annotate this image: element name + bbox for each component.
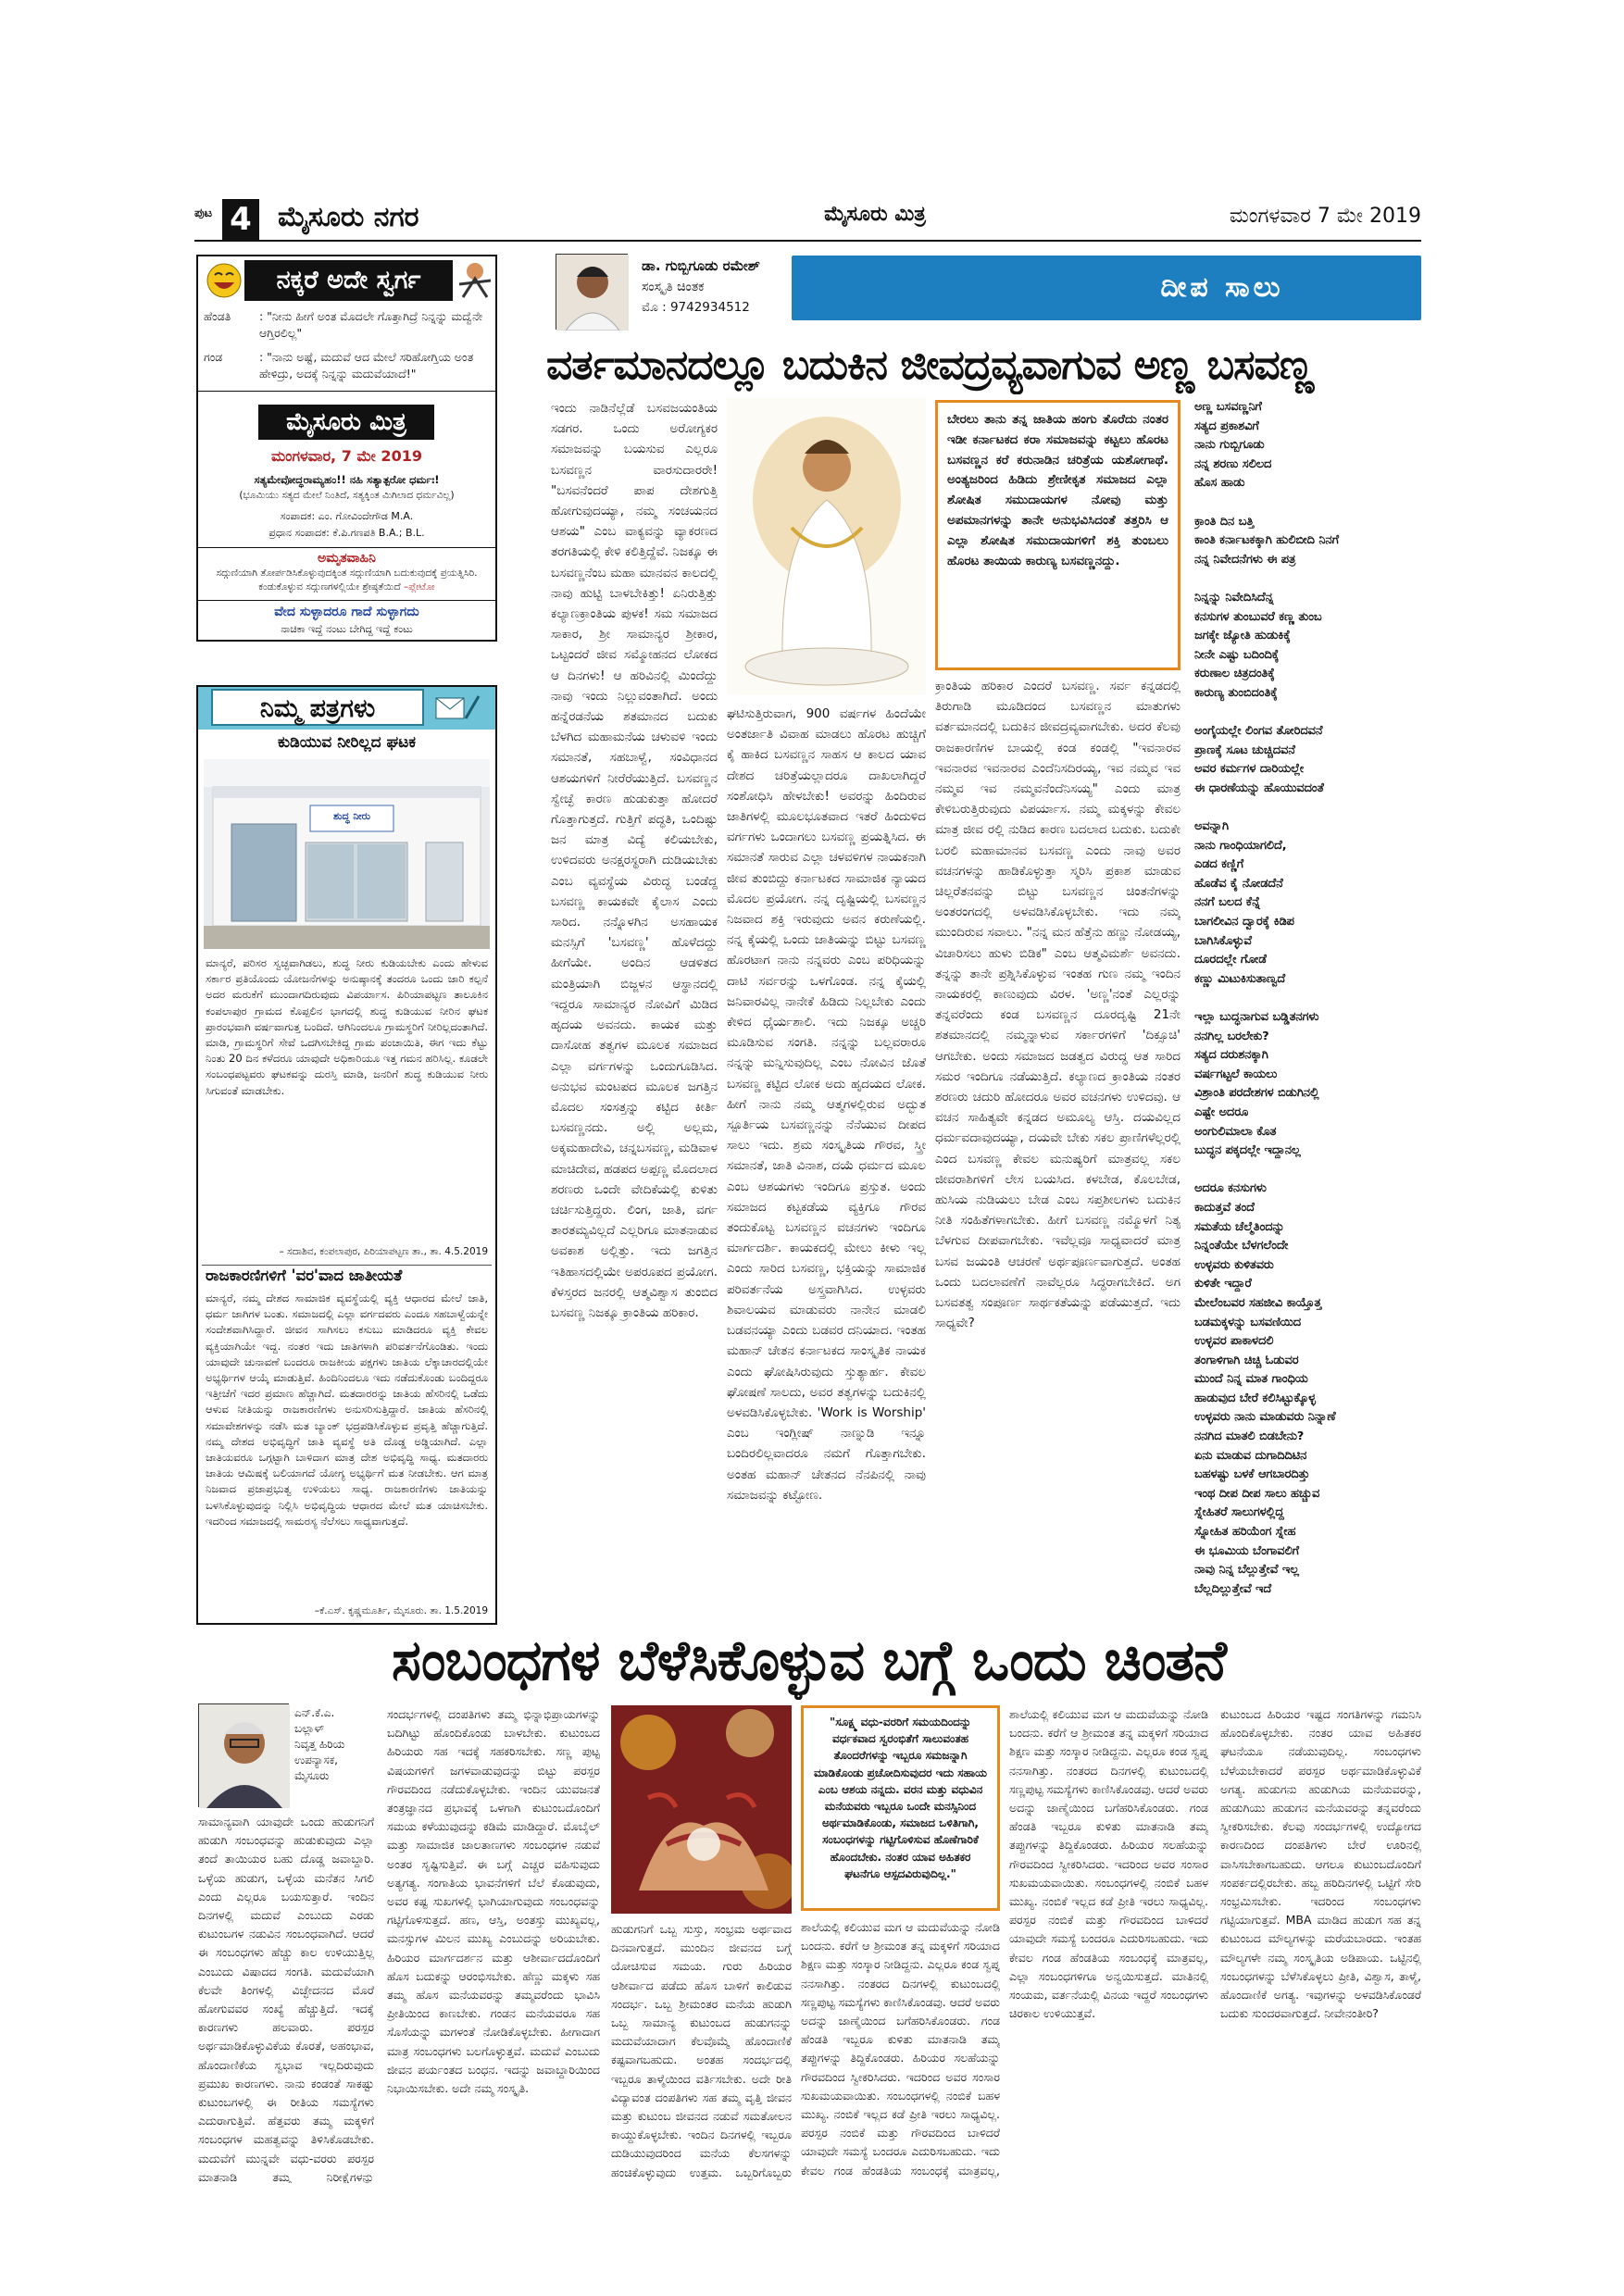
letter-divider [202,1265,492,1266]
bottom-author-line-4: ಉಪನ್ಯಾಸಕ, [294,1753,338,1766]
masthead-publisher: ಪ್ರಧಾನ ಸಂಪಾದಕ: ಕೆ.ಪಿ.ಗಣಪತಿ B.A.; B.L. [269,527,425,539]
deepa-header [542,250,1421,335]
column-name: ದೀಪ ಸಾಲು [1160,271,1284,304]
bottom-headline: ಸಂಬಂಧಗಳ ಬೆಳೆಸಿಕೊಳ್ಳುವ ಬಗ್ಗೆ ಒಂದು ಚಿಂತನೆ [392,1628,1226,1693]
nakkare-title: ನಕ್ಕರೆ ಅದೇ ಸ್ವರ್ಗ [244,260,453,301]
author-phone: ಮೊ : 9742934512 [642,300,750,315]
laugh-icon [206,262,243,299]
letter1-body: ಮಾನ್ಯರೆ, ಪರಿಸರ ಸ್ವಚ್ಛವಾಗಿಡಲು, ಶುದ್ಧ ನೀರು ಕುಡಿಯಬೇಕು ಎಂದು ಹೇಳುವ ಸರ್ಕಾರ ಪ್ರತಿಯೊಂದು ಯೋಜನೆಗಳನ್ನು ಅನುಷ್ಠಾನಕ್ಕೆ ತಂದರೂ ಒಂದು ಜಾರಿ ಕಲ್ಪನೆ ಅದರ ಮರುಕೆಗೆ ಮುಂದಾಗದಿರುವುದು ವಿಪರ್ಯಾಸ. ಪಿರಿಯಾಪಟ್ಟಣ ತಾಲೂಕಿನ ಕಂಪಲಾಪುರ ಗ್ರಾಮದ ಕೊಪ್ಪಲಿನ ಭಾಗದಲ್ಲಿ ಶುದ್ಧ ಕುಡಿಯುವ ನೀರಿನ ಘಟಕ ಪ್ರಾರಂಭವಾಗಿ ವರ್ಷವಾಗುತ್ತ ಬಂದಿದೆ. ಆಗಿನಿಂದಲೂ ಗ್ರಾಮಸ್ಥರಿಗೆ ನೀರಿಲ್ಲದಂತಾಗಿದೆ. ಮಾಡಿ, ಗ್ರಾಮಸ್ಥರಿಗೆ ಸೇವೆ ಒದಗಿಸಬೇಕಿದ್ದ ಗ್ರಾಮ ಪಂಚಾಯಿತಿ, ಈಗ ಇದು ಕೆಟ್ಟು ನಿಂತು 20 ದಿನ ಕಳೆದರೂ ಯಾವುದೇ ಅಧಿಕಾರಿಯೂ ಇತ್ತ ಗಮನ ಹರಿಸಿಲ್ಲ. ಕೂಡಲೇ ಸಂಬಂಧಪಟ್ಟವರು ಘಟಕವನ್ನು ದುರಸ್ತಿ ಮಾಡಿ, ಜನರಿಗೆ ಶುದ್ಧ ಕುಡಿಯುವ ನೀರು ಸಿಗುವಂತೆ ಮಾಡಬೇಕು. [206,956,488,1097]
speaker: ಗಂಡ [204,350,223,364]
water-kiosk-photo [204,759,490,949]
amruta-attribution: –ಪ್ಲೇಟೋ [404,581,435,593]
deepa-col2: ಘಟಿಸುತ್ತಿರುವಾಗ, 900 ವರ್ಷಗಳ ಹಿಂದೆಯೇ ಅಂತರ್ಜಾತಿ ವಿವಾಹ ಮಾಡಲು ಹೊರಟ ಹುಚ್ಚಿಗೆ ಕೈ ಹಾಕಿದ ಬಸವಣ್ಣನ ಸಾಹಸ ಆ ಕಾಲದ ಯಾವ ದೇಶದ ಚರಿತ್ರೆಯಲ್ಲಾದರೂ ದಾಖಲಾಗಿದ್ದರೆ ಸಂಶೋಧಿಸಿ ಹೇಳಬೇಕು! ಅವರನ್ನು ಹಿಂದಿರುವ ಜಾತಿಗಳಲ್ಲಿ ಮೂಲಭೂತವಾದ ಇತರೆ ಹಿಂದುಳಿದ ವರ್ಗಗಳು ಒಂದಾಗಲು ಬಸವಣ್ಣ ಪ್ರಯತ್ನಿಸಿದ. ಈ ಸಮಾನತೆ ಸಾರುವ ಎಲ್ಲಾ ಚಳವಳಿಗಳ ನಾಯಕನಾಗಿ ಜೀವ ತುಂಬಿದ್ದು ಕರ್ನಾಟಕದ ಸಾಮಾಜಿಕ ನ್ಯಾಯದ ಮೊದಲ ಪ್ರಯೋಗ. ನನ್ನ ದೃಷ್ಟಿಯಲ್ಲಿ ಬಸವಣ್ಣನ ನಿಜವಾದ ಶಕ್ತಿ ಇರುವುದು ಅವನ ಕರುಣೆಯಲ್ಲಿ. ನನ್ನ ಕೈಯಲ್ಲಿ ಒಂದು ಜಾತಿಯನ್ನು ಬಿಟ್ಟು ಬಸವಣ್ಣ ಹೊರಟಾಗ ನಾನು ನನ್ನವರು ಎಂಬ ಪರಿಧಿಯನ್ನು ದಾಟಿ ಸರ್ವರನ್ನು ಒಳಗೊಂಡ. ನನ್ನ ಕೈಯಲ್ಲಿ ಜನಿವಾರವಿಲ್ಲ ನಾನೇಕೆ ಹಿಡಿದು ನಿಲ್ಲಬೇಕು ಎಂದು ಕೇಳಿದ ಧೈರ್ಯಶಾಲಿ. ಇದು ನಿಜಕ್ಕೂ ಅಚ್ಚರಿ ಮೂಡಿಸುವ ಸಂಗತಿ. ನನ್ನನ್ನು ಬಲ್ಲವರಾರೂ ನನ್ನನ್ನು ಮನ್ನಿಸುವುದಿಲ್ಲ ಎಂಬ ನೋವಿನ ಜೊತೆ ಬಸವಣ್ಣ ಕಟ್ಟಿದ ಲೋಕ ಅದು ಹೃದಯದ ಲೋಕ. ಹೀಗೆ ನಾನು ನಮ್ಮ ಆತ್ಮಗಳಲ್ಲಿರುವ ಅದ್ಭುತ ಸ್ಪೂರ್ತಿಯ ಬಸವಣ್ಣನನ್ನು ನೆನೆಯುವ ದೀಪದ ಸಾಲು ಇದು. ಶ್ರಮ ಸಂಸ್ಕೃತಿಯ ಗೌರವ, ಸ್ತ್ರೀ ಸಮಾನತೆ, ಜಾತಿ ವಿನಾಶ, ದಯೆ ಧರ್ಮದ ಮೂಲ ಎಂಬ ಆಶಯಗಳು ಇಂದಿಗೂ ಪ್ರಸ್ತುತ. ಅಂದು ಸಮಾಜದ ಕಟ್ಟಕಡೆಯ ವ್ಯಕ್ತಿಗೂ ಗೌರವ ತಂದುಕೊಟ್ಟ ಬಸವಣ್ಣನ ವಚನಗಳು ಇಂದಿಗೂ ಮಾರ್ಗದರ್ಶಿ. ಕಾಯಕದಲ್ಲಿ ಮೇಲು ಕೀಳು ಇಲ್ಲ ಎಂದು ಸಾರಿದ ಬಸವಣ್ಣ, ಭಕ್ತಿಯನ್ನು ಸಾಮಾಜಿಕ ಪರಿವರ್ತನೆಯ ಅಸ್ತ್ರವಾಗಿಸಿದ. ಉಳ್ಳವರು ಶಿವಾಲಯವ ಮಾಡುವರು ನಾನೇನ ಮಾಡಲಿ ಬಡವನಯ್ಯಾ ಎಂದು ಬಡವರ ದನಿಯಾದ. ಇಂತಹ ಮಹಾನ್ ಚೇತನ ಕರ್ನಾಟಕದ ಸಾಂಸ್ಕೃತಿಕ ನಾಯಕ ಎಂದು ಘೋಷಿಸಿರುವುದು ಸ್ತುತ್ಯಾರ್ಹ. ಕೇವಲ ಘೋಷಣೆ ಸಾಲದು, ಅವರ ತತ್ವಗಳನ್ನು ಬದುಕಿನಲ್ಲಿ ಅಳವಡಿಸಿಕೊಳ್ಳಬೇಕು. 'Work is Worship' ಎಂಬ ಇಂಗ್ಲೀಷ್ ನಾಣ್ನುಡಿ ಇನ್ನೂ ಬಂದಿರಲಿಲ್ಲವಾದರೂ ನಮಗೆ ಗೊತ್ತಾಗಬೇಕು. ಅಂತಹ ಮಹಾನ್ ಚೇತನದ ನೆನಪಿನಲ್ಲಿ ನಾವು ಸಮಾಜವನ್ನು ಕಟ್ಟೋಣ. [727,706,926,1503]
deepa-pullquote: ಬೇರಲು ತಾನು ತನ್ನ ಜಾತಿಯ ಹಂಗು ತೊರೆದು ನಂತರ ಇಡೀ ಕರ್ನಾಟಕದ ಕರಾ ಸಮಾಜವನ್ನು ಕಟ್ಟಲು ಹೊರಟ ಬಸವಣ್ಣನ ಕರೆ ಕರುನಾಡಿನ ಚರಿತ್ರೆಯ ಯಶೋಗಾಥೆ. ಅಂತ್ಯಜರಿಂದ ಹಿಡಿದು ಶ್ರೇಣೀಕೃತ ಸಮಾಜದ ಎಲ್ಲಾ ಶೋಷಿತ ಸಮುದಾಯಗಳ ನೋವು ಮತ್ತು ಅಪಮಾನಗಳನ್ನು ತಾನೇ ಅನುಭವಿಸಿದಂತೆ ತತ್ತರಿಸಿ ಆ ಎಲ್ಲಾ ಶೋಷಿತ ಸಮುದಾಯಗಳಿಗೆ ಶಕ್ತಿ ತುಂಬಲು ಹೊರಟ ತಾಯಿಯ ಕಾರುಣ್ಯ ಬಸವಣ್ಣನದ್ದು. [935,400,1181,670]
joke-line-2: ಗಂಡ : "ನಾನು ಅಷ್ಟೆ, ಮದುವೆ ಆದ ಮೇಲೆ ಸರಿಹೋಗ್ತಿಯ ಅಂತ ಹೇಳಿದ್ರು, ಅದಕ್ಕೆ ನಿನ್ನನ್ನು ಮದುವೆಯಾದೆ!" [204,350,474,381]
amruta-box [198,547,495,601]
bottom-col4: ಶಾಲೆಯಲ್ಲಿ ಕಲಿಯುವ ಮಗ ಆ ಮದುವೆಯನ್ನು ನೋಡಿ ಬಂದನು. ಕರೆಗೆ ಆ ಶ್ರೀಮಂತ ತನ್ನ ಮಕ್ಕಳಿಗೆ ಸರಿಯಾದ ಶಿಕ್ಷಣ ಮತ್ತು ಸಂಸ್ಕಾರ ನೀಡಿದ್ದನು. ಎಲ್ಲರೂ ಕಂಡ ಸ್ವಪ್ನ ನನಸಾಗಿತ್ತು. ನಂತರದ ದಿನಗಳಲ್ಲಿ ಕುಟುಂಬದಲ್ಲಿ ಸಣ್ಣಪುಟ್ಟ ಸಮಸ್ಯೆಗಳು ಕಾಣಿಸಿಕೊಂಡವು. ಆದರೆ ಅವರು ಅದನ್ನು ಜಾಣ್ಮೆಯಿಂದ ಬಗೆಹರಿಸಿಕೊಂಡರು. ಗಂಡ ಹೆಂಡತಿ ಇಬ್ಬರೂ ಕುಳಿತು ಮಾತನಾಡಿ ತಮ್ಮ ತಪ್ಪುಗಳನ್ನು ತಿದ್ದಿಕೊಂಡರು. ಹಿರಿಯರ ಸಲಹೆಯನ್ನು ಗೌರವದಿಂದ ಸ್ವೀಕರಿಸಿದರು. ಇದರಿಂದ ಅವರ ಸಂಸಾರ ಸುಖಮಯವಾಯಿತು. ಸಂಬಂಧಗಳಲ್ಲಿ ನಂಬಿಕೆ ಬಹಳ ಮುಖ್ಯ. ನಂಬಿಕೆ ಇಲ್ಲದ ಕಡೆ ಪ್ರೀತಿ ಇರಲು ಸಾಧ್ಯವಿಲ್ಲ. ಪರಸ್ಪರ ನಂಬಿಕೆ ಮತ್ತು ಗೌರವದಿಂದ ಬಾಳಿದರೆ ಯಾವುದೇ ಸಮಸ್ಯೆ ಬಂದರೂ ಎದುರಿಸಬಹುದು. ಇದು ಕೇವಲ ಗಂಡ ಹೆಂಡತಿಯ ಸಂಬಂಧಕ್ಕೆ ಮಾತ್ರವಲ್ಲ, [801,1920,1000,2177]
letter2-signature: –ಕೆ.ಎಸ್. ಕೃಷ್ಣಮೂರ್ತಿ, ಮೈಸೂರು. ತಾ. 1.5.2019 [314,1605,488,1616]
nakkare-box [196,255,497,642]
letters-banner [198,687,495,730]
letter2-headline: ರಾಜಕಾರಣಿಗಳಿಗೆ 'ವರ'ವಾದ ಜಾತೀಯತೆ [206,1267,403,1284]
bottom-author-line-5: ಮೈಸೂರು [294,1769,330,1782]
masthead-date: ಮಂಗಳವಾರ, 7 ಮೇ 2019 [271,447,422,465]
deepa-col4-poem: ಅಣ್ಣ ಬಸವಣ್ಣನಿಗೆ ಸತ್ಯದ ಪ್ರಕಾಶವಿಗೆ ನಾನು ಗುಬ್ಬಿಗೂಡು ನನ್ನ ಶರಣು ಸಲಿಲದ ಹೊಸ ಹಾಡು ಕ್ರಾಂತಿ ದಿನ ಬತ್ತಿ ಕಾಂತಿ ಕರ್ನಾಟಕಕ್ಕಾಗಿ ಹುಲಿಬೀದಿ ನಿನಗೆ ನನ್ನ ನಿವೇದನೆಗಳು ಈ ಪತ್ರ ನಿನ್ನನ್ನು ನಿವೇದಿಸಿದೆನ್ನ ಕನಸುಗಳ ತುಂಬುವರೆ ಕಣ್ಣ ತುಂಬ ಜಗಕ್ಕೇ ಜ್ಯೋತಿ ಹುಡುಕಿಕ್ಕೆ ನೀನೇ ಎಷ್ಟು ಬದಿಂದಿಕ್ಕೆ ಕರುಣಾಲ ಚಿತ್ರದಂತಿಕ್ಕೆ ಕಾರುಣ್ಯ ತುಂಬಿದಂತಿಕ್ಕೆ ಅಂಗೈಯಲ್ಲೇ ಲಿಂಗವ ತೋರಿದವನೆ ಪ್ರಾಣಕ್ಕೆ ಸೂಟ ಚುಚ್ಚಿದವನೆ ಅವರ ಕರ್ಮಗಳ ದಾರಿಯಲ್ಲೇ ಈ ಧಾರಣೆಯನ್ನು ಹೊಯುವದಂತೆ ಅವನ್ನಾಗಿ ನಾನು ಗಾಂಧಿಯಾಗಲಿದೆ, ಎಡದ ಕಣ್ಣಿಗೆ ಹೊಡೆವ ಕೈ ನೋಡದೆನೆ ನನಗೆ ಬಲದ ಕೆನ್ನೆ ಬಾಗಲೀವಿನ ದ್ವಾರಕ್ಕೆ ಕಿಡಿಪ ಬಾಗಿಸಿಕೊಳ್ಳುವೆ ದೂರದಲ್ಲೇ ಗೋಡೆ ಕಣ್ಣು ಮಿಟುಕಿಸುತಾಣ್ವದೆ ಇಲ್ಲಾ ಬುದ್ಧನಾಗುವ ಬಡ್ಡಿತನಗಳು ನನಗಿಲ್ಲ ಬರಲೇಕು? ಸತ್ಯದ ದರುಶನಕ್ಕಾಗಿ ವರ್ಷಗಟ್ಟಲೆ ಕಾಯಲು ವಿಶ್ರಾಂತಿ ಪರದೇಶಗಳ ಬಿಡುಗಿನಲ್ಲಿ ಎಷ್ಟೇ ಅದರೂ ಅಂಗುಲಿಮಾಲಾ ಕೊತ ಬುದ್ಧನ ಪಕ್ಕದಲ್ಲೇ ಇದ್ದಾನಲ್ಲ ಅದರೂ ಕನಸುಗಳು ಕಾದುತ್ತವೆ ತಂದೆ ಸಮತೆಯ ಚೆಲ್ಮೆತಿಂದನ್ನು ನಿನ್ನಂತೆಯೇ ಬೆಳಗಲೆಂದೇ ಉಳ್ಳವರು ಕುಳಿತವರು ಕುಳಿತೇ ಇದ್ದಾರೆ ಮೇಲೆಂಬವರ ಸಹಜೀವಿ ಕಾಯ್ತೊತ್ತ ಬಡಮಕ್ಕಳನ್ನು ಬಸವಣಿಯಿದ ಉಳ್ಳವರ ಪಾಕಾಳದಲಿ ತಂಗಾಳಿಗಾಗಿ ಚಿಚ್ಚಿ ಓಡುವರ ಮುಂದೆ ನಿನ್ನ ಮಾತ ಗಾಂಧಿಯ ಹಾಡುವುದ ಬೇರೆ ಕಲಿಸಿಟ್ಟುಕ್ಕೊಳ್ಳ ಉಳ್ಳವರು ನಾನು ಮಾಡುವರು ನಿನ್ನಾಣೆ ನನಗಿದ ಮಾತಲಿ ಬಿಡಬೇನು? ಏನು ಮಾಡುವ ದುಗಾದಿದಿಟಿನ ಬಹಳಷ್ಟು ಬಳಕೆ ಆಗಬಾರದಿತ್ತು ಇಂಥ ದೀಪ ದೀಪ ಸಾಲು ಹಚ್ಚುವ ಸ್ನೇಹಿತರೆ ಸಾಲುಗಳಲ್ಲಿದ್ದ ಸ್ನೋಹಿತ ಹರಿಯೆಂಗ ಸ್ನೇಹ ಈ ಭೂಮಿಯ ಬೆಂಗಾವಲಿಗೆ ನಾವು ನಿನ್ನ ಬೆಲ್ಲುತ್ತೇವೆ ಇಲ್ಲ ಬೆಲ್ಲದಿಲ್ಲುತ್ತೇವೆ ಇದೆ [1194,400,1340,1596]
header-date: ಮಂಗಳವಾರ 7 ಮೇ 2019 [1229,205,1421,228]
page-header [194,199,1421,242]
header-masthead: ಮೈಸೂರು ಮಿತ್ರ [824,203,926,226]
bottom-author-photo [198,1703,289,1807]
joke-line-1: ಹೆಂಡತಿ : "ನೀನು ಹೀಗೆ ಅಂತ ಮೊದಲೇ ಗೊತ್ತಾಗಿದ್ರೆ ನಿನ್ನನ್ನು ಮದ್ವೆನೇ ಆಗ್ತಿರಲಿಲ್ಲ" [204,309,483,340]
letter1-headline: ಕುಡಿಯುವ ನೀರಿಲ್ಲದ ಘಟಕ [278,733,416,752]
bottom-author-line-3: ನಿವೃತ್ತ ಹಿರಿಯ [294,1738,345,1751]
page-number: 4 [222,199,259,240]
author-name: ಡಾ. ಗುಬ್ಬಿಗೂಡು ರಮೇಶ್ [642,257,760,274]
pen-icon [434,693,481,724]
speaker: ಹೆಂಡತಿ [204,309,231,323]
author-photo [556,254,628,330]
masthead-motto: ಸತ್ಯಮೇವೋದ್ಧರಾಮ್ಯಹಂ!! ನಹಿ ಸತ್ಯಾತ್ಪರೋ ಧರ್ಮಃ! [254,473,440,486]
letters-section [196,685,497,1625]
bottom-author-line-1: ಎನ್.ಕೆ.ಎ. [294,1706,335,1719]
bottom-col1: ಸಾಮಾನ್ಯವಾಗಿ ಯಾವುದೇ ಒಂದು ಹುಡುಗನಿಗೆ ಹುಡುಗಿ ಸಂಬಂಧವನ್ನು ಹುಡುಕುವುದು ಎಲ್ಲಾ ತಂದೆ ತಾಯಿಯರ ಬಹು ದೊಡ್ಡ ಜವಾಬ್ದಾರಿ. ಒಳ್ಳೆಯ ಹುಡುಗ, ಒಳ್ಳೆಯ ಮನೆತನ ಸಿಗಲಿ ಎಂದು ಎಲ್ಲರೂ ಬಯಸುತ್ತಾರೆ. ಇಂದಿನ ದಿನಗಳಲ್ಲಿ ಮದುವೆ ಎಂಬುದು ಎರಡು ಕುಟುಂಬಗಳ ನಡುವಿನ ಸಂಬಂಧವಾಗಿದೆ. ಆದರೆ ಈ ಸಂಬಂಧಗಳು ಹೆಚ್ಚು ಕಾಲ ಉಳಿಯುತ್ತಿಲ್ಲ ಎಂಬುದು ವಿಷಾದದ ಸಂಗತಿ. ಮದುವೆಯಾಗಿ ಕೆಲವೇ ತಿಂಗಳಲ್ಲಿ ವಿಚ್ಛೇದನದ ಮೊರೆ ಹೋಗುವವರ ಸಂಖ್ಯೆ ಹೆಚ್ಚುತ್ತಿದೆ. ಇದಕ್ಕೆ ಕಾರಣಗಳು ಹಲವಾರು. ಪರಸ್ಪರ ಅರ್ಥಮಾಡಿಕೊಳ್ಳುವಿಕೆಯ ಕೊರತೆ, ಅಹಂಭಾವ, ಹೊಂದಾಣಿಕೆಯ ಸ್ವಭಾವ ಇಲ್ಲದಿರುವುದು ಪ್ರಮುಖ ಕಾರಣಗಳು. ನಾನು ಕಂಡಂತೆ ಸಾಕಷ್ಟು ಕುಟುಂಬಗಳಲ್ಲಿ ಈ ರೀತಿಯ ಸಮಸ್ಯೆಗಳು ಎದುರಾಗುತ್ತಿವೆ. ಹೆತ್ತವರು ತಮ್ಮ ಮಕ್ಕಳಿಗೆ ಸಂಬಂಧಗಳ ಮಹತ್ವವನ್ನು ತಿಳಿಸಿಕೊಡಬೇಕು. ಮದುವೆಗೆ ಮುನ್ನವೇ ವಧು-ವರರು ಪರಸ್ಪರ ಮಾತನಾಡಿ ತಮ್ಮ ನಿರೀಕ್ಷೆಗಳನ್ನು [198,1815,374,2183]
bottom-col3: ಹುಡುಗನಿಗೆ ಒಬ್ಬ ಸುಸ್ತು, ಸಂಭ್ರಮ ಅರ್ಥವಾದ ದಿನವಾಗುತ್ತದೆ. ಮುಂದಿನ ಜೀವನದ ಬಗ್ಗೆ ಯೋಚಿಸುವ ಸಮಯ. ಗುರು ಹಿರಿಯರ ಆಶೀರ್ವಾದ ಪಡೆದು ಹೊಸ ಬಾಳಿಗೆ ಕಾಲಿಡುವ ಸಂದರ್ಭ. ಒಬ್ಬ ಶ್ರೀಮಂತರ ಮನೆಯ ಹುಡುಗಿ ಒಬ್ಬ ಸಾಮಾನ್ಯ ಕುಟುಂಬದ ಹುಡುಗನನ್ನು ಮದುವೆಯಾದಾಗ ಕೆಲವೊಮ್ಮೆ ಹೊಂದಾಣಿಕೆ ಕಷ್ಟವಾಗಬಹುದು. ಅಂತಹ ಸಂದರ್ಭದಲ್ಲಿ ಇಬ್ಬರೂ ತಾಳ್ಮೆಯಿಂದ ವರ್ತಿಸಬೇಕು. ಅದೇ ರೀತಿ ವಿದ್ಯಾವಂತ ದಂಪತಿಗಳು ಸಹ ತಮ್ಮ ವೃತ್ತಿ ಜೀವನ ಮತ್ತು ಕುಟುಂಬ ಜೀವನದ ನಡುವೆ ಸಮತೋಲನ ಕಾಯ್ದುಕೊಳ್ಳಬೇಕು. ಇಂದಿನ ದಿನಗಳಲ್ಲಿ ಇಬ್ಬರೂ ದುಡಿಯುವುದರಿಂದ ಮನೆಯ ಕೆಲಸಗಳನ್ನು ಹಂಚಿಕೊಳ್ಳುವುದು ಉತ್ತಮ. ಒಬ್ಬರಿಗೊಬ್ಬರು [611,1922,792,2179]
deepa-col1: ಇಂದು ನಾಡಿನೆಲ್ಲೆಡೆ ಬಸವಜಯಂತಿಯ ಸಡಗರ. ಒಂದು ಅರೋಗ್ಯಕರ ಸಮಾಜವನ್ನು ಬಯಸುವ ಎಲ್ಲರೂ ಬಸವಣ್ಣನ ವಾರಸುದಾರರೇ! "ಬಸವನೆಂದರೆ ಪಾಪ ದೇಶಗುತ್ತಿ ಹೋಗುವುದಯ್ಯಾ, ನಮ್ಮ ಸಂಚಯನದ ಆಶಯ" ಎಂಬ ವಾಕ್ಯವನ್ನು ವ್ಯಾಕರಣದ ತರಗತಿಯಲ್ಲಿ ಕೇಳಿ ಕಲಿತ್ತಿದ್ದೆವೆ. ನಿಜಕ್ಕೂ ಈ ಬಸವಣ್ಣನೆಂಬ ಮಹಾ ಮಾನವನ ಕಾಲದಲ್ಲಿ ನಾವು ಹುಟ್ಟಿ ಬಾಳಬೇಕಿತ್ತು! ಏನಿರುತ್ತಿತ್ತು ಕಲ್ಯಾಣಕ್ರಾಂತಿಯ ಪುಳಕ! ಸಮ ಸಮಾಜದ ಸಾಕಾರ, ಶ್ರೀ ಸಾಮಾನ್ಯರ ಶ್ರೀಕಾರ, ಒಟ್ಟಂದರೆ ಜೀವ ಸಮ್ಮೋಹನದ ಲೋಕದ ಆ ದಿನಗಳು! ಆ ಹರಿವಿನಲ್ಲಿ ಮಿಂದೆದ್ದು ನಾವು ಇಂದು ನಿಲ್ಲುವಂತಾಗಿದೆ. ಅಂದು ಹನ್ನೆರಡನೆಯ ಶತಮಾನದ ಬದುಕು ಬೆಳಗಿದ ಮಹಾಮನೆಯ ಚಳುವಳಿ ಇಂದು ಸಮಾನತೆ, ಸಹಬಾಳ್ವೆ, ಸಂವಿಧಾನದ ಆಶಯಗಳಿಗೆ ನೀರೆರೆಯುತ್ತಿದೆ. ಬಸವಣ್ಣನ ಸ್ವೇಚ್ಛೆ ಕಾರಣ ಹುಡುಕುತ್ತಾ ಹೋದರೆ ಗೊತ್ತಾಗುತ್ತದೆ. ಗುತ್ತಿಗೆ ಪದ್ಧತಿ, ಒಂದಿಷ್ಟು ಜನ ಮಾತ್ರ ವಿದ್ಯೆ ಕಲಿಯಬೇಕು, ಉಳಿದವರು ಅನಕ್ಷರಸ್ಥರಾಗಿ ದುಡಿಯಬೇಕು ಎಂಬ ವ್ಯವಸ್ಥೆಯ ವಿರುದ್ಧ ಬಂಡೆದ್ದ ಬಸವಣ್ಣ ಕಾಯಕವೇ ಕೈಲಾಸ ಎಂದು ಸಾರಿದ. ನನ್ನೊಳಗಿನ ಅಸಹಾಯಕ ಮನಸ್ಸಿಗೆ 'ಬಸವಣ್ಣ' ಹೊಳೆದದ್ದು ಹೀಗೆಯೇ. ಅಂದಿನ ಆಡಳಿತದ ಮಂತ್ರಿಯಾಗಿ ಬಿಜ್ಜಳನ ಆಸ್ಥಾನದಲ್ಲಿ ಇದ್ದರೂ ಸಾಮಾನ್ಯರ ನೋವಿಗೆ ಮಿಡಿದ ಹೃದಯ ಅವನದು. ಕಾಯಕ ಮತ್ತು ದಾಸೋಹ ತತ್ವಗಳ ಮೂಲಕ ಸಮಾಜದ ಎಲ್ಲಾ ವರ್ಗಗಳನ್ನು ಒಂದುಗೂಡಿಸಿದ. ಅನುಭವ ಮಂಟಪದ ಮೂಲಕ ಜಗತ್ತಿನ ಮೊದಲ ಸಂಸತ್ತನ್ನು ಕಟ್ಟಿದ ಕೀರ್ತಿ ಬಸವಣ್ಣನದು. ಅಲ್ಲಿ ಅಲ್ಲಮ, ಅಕ್ಕಮಹಾದೇವಿ, ಚನ್ನಬಸವಣ್ಣ, ಮಡಿವಾಳ ಮಾಚಿದೇವ, ಹಡಪದ ಅಪ್ಪಣ್ಣ ಮೊದಲಾದ ಶರಣರು ಒಂದೇ ವೇದಿಕೆಯಲ್ಲಿ ಕುಳಿತು ಚರ್ಚಿಸುತ್ತಿದ್ದರು. ಲಿಂಗ, ಜಾತಿ, ವರ್ಗ ತಾರತಮ್ಯವಿಲ್ಲದೆ ಎಲ್ಲರಿಗೂ ಮಾತನಾಡುವ ಅವಕಾಶ ಅಲ್ಲಿತ್ತು. ಇದು ಜಗತ್ತಿನ ಇತಿಹಾಸದಲ್ಲಿಯೇ ಅಪರೂಪದ ಪ್ರಯೋಗ. ಕೆಳಸ್ತರದ ಜನರಲ್ಲಿ ಆತ್ಮವಿಶ್ವಾಸ ತುಂಬಿದ ಬಸವಣ್ಣ ನಿಜಕ್ಕೂ ಕ್ರಾಂತಿಯ ಹರಿಕಾರ. [551,401,718,1320]
proverb-text: ನಾಚಿಕಾ ಇದ್ದೆ ನಂಟು ಬೇಗಿದ್ದ ಇದ್ದೆ ಕಂಟು [281,623,413,635]
masthead-box [198,391,495,641]
column-banner [792,256,1421,320]
letters-title: ನಿಮ್ಮ ಪತ್ರಗಳು [211,689,424,726]
bottom-col4b: ಶಾಲೆಯಲ್ಲಿ ಕಲಿಯುವ ಮಗ ಆ ಮದುವೆಯನ್ನು ನೋಡಿ ಬಂದನು. ಕರೆಗೆ ಆ ಶ್ರೀಮಂತ ತನ್ನ ಮಕ್ಕಳಿಗೆ ಸರಿಯಾದ ಶಿಕ್ಷಣ ಮತ್ತು ಸಂಸ್ಕಾರ ನೀಡಿದ್ದನು. ಎಲ್ಲರೂ ಕಂಡ ಸ್ವಪ್ನ ನನಸಾಗಿತ್ತು. ನಂತರದ ದಿನಗಳಲ್ಲಿ ಕುಟುಂಬದಲ್ಲಿ ಸಣ್ಣಪುಟ್ಟ ಸಮಸ್ಯೆಗಳು ಕಾಣಿಸಿಕೊಂಡವು. ಆದರೆ ಅವರು ಅದನ್ನು ಜಾಣ್ಮೆಯಿಂದ ಬಗೆಹರಿಸಿಕೊಂಡರು. ಗಂಡ ಹೆಂಡತಿ ಇಬ್ಬರೂ ಕುಳಿತು ಮಾತನಾಡಿ ತಮ್ಮ ತಪ್ಪುಗಳನ್ನು ತಿದ್ದಿಕೊಂಡರು. ಹಿರಿಯರ ಸಲಹೆಯನ್ನು ಗೌರವದಿಂದ ಸ್ವೀಕರಿಸಿದರು. ಇದರಿಂದ ಅವರ ಸಂಸಾರ ಸುಖಮಯವಾಯಿತು. ಸಂಬಂಧಗಳಲ್ಲಿ ನಂಬಿಕೆ ಬಹಳ ಮುಖ್ಯ. ನಂಬಿಕೆ ಇಲ್ಲದ ಕಡೆ ಪ್ರೀತಿ ಇರಲು ಸಾಧ್ಯವಿಲ್ಲ. ಪರಸ್ಪರ ನಂಬಿಕೆ ಮತ್ತು ಗೌರವದಿಂದ ಬಾಳಿದರೆ ಯಾವುದೇ ಸಮಸ್ಯೆ ಬಂದರೂ ಎದುರಿಸಬಹುದು. ಇದು ಕೇವಲ ಗಂಡ ಹೆಂಡತಿಯ ಸಂಬಂಧಕ್ಕೆ ಮಾತ್ರವಲ್ಲ, ಎಲ್ಲಾ ಸಂಬಂಧಗಳಿಗೂ ಅನ್ವಯಿಸುತ್ತದೆ. ಮಾತಿನಲ್ಲಿ ಸಂಯಮ, ವರ್ತನೆಯಲ್ಲಿ ವಿನಯ ಇದ್ದರೆ ಸಂಬಂಧಗಳು ಚಿರಕಾಲ ಉಳಿಯುತ್ತವೆ. [1009,1707,1208,2021]
wedding-hands-photo [611,1705,792,1914]
letter1-signature: – ಸದಾಶಿವ, ಕಂಪಲಾಪುರ, ಪಿರಿಯಾಪಟ್ಟಣ ತಾ., ತಾ. 4.5.2019 [279,1246,488,1257]
letter2-body: ಮಾನ್ಯರೆ, ನಮ್ಮ ದೇಶದ ಸಾಮಾಜಿಕ ವ್ಯವಸ್ಥೆಯಲ್ಲಿ ವ್ಯಕ್ತಿ ಆಧಾರದ ಮೇಲೆ ಜಾತಿ, ಧರ್ಮ ಜಾಗಿಗಳ ಬಂತು. ಸಮಾಜದಲ್ಲಿ ಎಲ್ಲಾ ವರ್ಗದವರು ಎಂದೂ ಸಹಬಾಳ್ವೆಯನ್ನೇ ಸಂದೇಶವಾಗಿಸಿದ್ದಾರೆ. ಜೀವನ ಸಾಗಿಸಲು ಕಸುಬು ಮಾಡಿದರೂ ವ್ಯಕ್ತಿ ಕೇವಲ ವ್ಯಕ್ತಿಯಾಗಿಯೇ ಇದ್ದ. ನಂತರ ಇದು ಜಾತಿಗಳಾಗಿ ಪರಿವರ್ತನೆಗೊಂಡಿತು. ಇಂದು ಯಾವುದೇ ಚುನಾವಣೆ ಬಂದರೂ ರಾಜಕೀಯ ಪಕ್ಷಗಳು ಜಾತಿಯ ಲೆಕ್ಕಾಚಾರದಲ್ಲಿಯೇ ಅಭ್ಯರ್ಥಿಗಳ ಆಯ್ಕೆ ಮಾಡುತ್ತಿವೆ. ಹಿಂದಿನಿಂದಲೂ ಇದು ನಡೆದುಕೊಂಡು ಬಂದಿದ್ದರೂ ಇತ್ತೀಚೆಗೆ ಇದರ ಪ್ರಮಾಣ ಹೆಚ್ಚಾಗಿದೆ. ಮತದಾರರನ್ನು ಜಾತಿಯ ಹೆಸರಿನಲ್ಲಿ ಒಡೆದು ಆಳುವ ನೀತಿಯನ್ನು ರಾಜಕಾರಣಿಗಳು ಅನುಸರಿಸುತ್ತಿದ್ದಾರೆ. ಜಾತಿಯ ಹೆಸರಿನಲ್ಲಿ ಸಮಾವೇಶಗಳನ್ನು ನಡೆಸಿ ಮತ ಬ್ಯಾಂಕ್ ಭದ್ರಪಡಿಸಿಕೊಳ್ಳುವ ಪ್ರವೃತ್ತಿ ಹೆಚ್ಚಾಗುತ್ತಿದೆ. ನಮ್ಮ ದೇಶದ ಅಭಿವೃದ್ಧಿಗೆ ಜಾತಿ ವ್ಯವಸ್ಥೆ ಅತಿ ದೊಡ್ಡ ಅಡ್ಡಿಯಾಗಿದೆ. ಎಲ್ಲಾ ಜಾತಿಯವರೂ ಒಗ್ಗಟ್ಟಾಗಿ ಬಾಳಿದಾಗ ಮಾತ್ರ ದೇಶ ಅಭಿವೃದ್ಧಿ ಸಾಧ್ಯ. ಮತದಾರರು ಜಾತಿಯ ಆಮಿಷಕ್ಕೆ ಬಲಿಯಾಗದೆ ಯೋಗ್ಯ ಅಭ್ಯರ್ಥಿಗೆ ಮತ ನೀಡಬೇಕು. ಆಗ ಮಾತ್ರ ನಿಜವಾದ ಪ್ರಜಾಪ್ರಭುತ್ವ ಉಳಿಯಲು ಸಾಧ್ಯ. ರಾಜಕಾರಣಿಗಳು ಜಾತಿಯನ್ನು ಬಳಸಿಕೊಳ್ಳುವುದನ್ನು ನಿಲ್ಲಿಸಿ ಅಭಿವೃದ್ಧಿಯ ಆಧಾರದ ಮೇಲೆ ಮತ ಯಾಚಿಸಬೇಕು. ಇದರಿಂದ ಸಮಾಜದಲ್ಲಿ ಸಾಮರಸ್ಯ ನೆಲೆಸಲು ಸಾಧ್ಯವಾಗುತ್ತದೆ. [206,1292,488,1528]
masthead-motto-note: (ಭೂಮಿಯು ಸತ್ಯದ ಮೇಲೆ ನಿಂತಿದೆ, ಸತ್ಯಕ್ಕಿಂತ ಮಿಗಿಲಾದ ಧರ್ಮವಿಲ್ಲ) [239,490,455,501]
proverb-title: ವೇದ ಸುಳ್ಳಾದರೂ ಗಾದೆ ಸುಳ್ಳಾಗದು [274,605,419,619]
bottom-author-line-2: ಬಲ್ಲಾಳ್ [294,1722,324,1735]
section-title: ಮೈಸೂರು ನಗರ [278,201,419,233]
amruta-text: ಸದ್ಗುಣಿಯಾಗಿ ತೋರ್ಪಡಿಸಿಕೊಳ್ಳುವುದಕ್ಕಿಂತ ಸದ್ಗುಣಿಯಾಗಿ ಬದುಕುವುದಕ್ಕೆ ಪ್ರಯತ್ನಿಸಿರಿ. ಕಂಡುಕೊಳ್ಳುವ ಸದ್ಗುಣಗಳಲ್ಲಿಯೇ ಶ್ರೇಷ್ಠತೆಯಿದೆ –ಪ್ಲೇಟೋ [216,568,478,593]
basavanna-illustration [727,398,926,694]
deepa-col3: ಕ್ರಾಂತಿಯ ಹರಿಕಾರ ಎಂದರೆ ಬಸವಣ್ಣ. ಸರ್ವ ಕನ್ನಡದಲ್ಲಿ ತಿರುಗಾಡಿ ಮೂಡಿದಂದ ಬಸವಣ್ಣನ ಮಾತುಗಳು ವರ್ತಮಾನದಲ್ಲಿ ಬದುಕಿನ ಜೀವದ್ರವ್ಯವಾಗಬೇಕು. ಅದರ ಕೆಲವು ರಾಜಕಾರಣಿಗಳ ಬಾಯಲ್ಲಿ ಕಂಡ ಕಂಡಲ್ಲಿ "ಇವನಾರವ ಇವನಾರವ ಇವನಾರವ ಎಂದೆನಿಸದಿರಯ್ಯ, ಇವ ನಮ್ಮವ ಇವ ನಮ್ಮವ ಇವ ನಮ್ಮವನೆಂದೆನಿಸಯ್ಯ" ಎಂದು ಮಾತ್ರ ಕೇಳಿಬರುತ್ತಿರುವುದು ವಿಪರ್ಯಾಸ. ನಮ್ಮ ಮಕ್ಕಳನ್ನು ಕೇವಲ ಮಾತ್ರ ಜೀವ ರಲ್ಲಿ ನುಡಿದ ಕಾರಣ ಬದಲಾದ ಬದುಕು. ಬದುಕೇ ಬರಲಿ ಮಹಾಮಾನವ ಬಸವಣ್ಣ ಎಂದು ನಾವು ಅವರ ವಚನಗಳನ್ನು ಹಾಡಿಕೊಳ್ಳುತ್ತಾ ಸ್ಮರಿಸಿ ಪ್ರಕಾಶ ಮಾಡುವ ಚಿಲ್ಲರೆತನವನ್ನು ಬಿಟ್ಟು ಬಸವಣ್ಣನ ಚಿಂತನೆಗಳನ್ನು ಅಂತರಂಗದಲ್ಲಿ ಅಳವಡಿಸಿಕೊಳ್ಳಬೇಕು. ಇದು ನಮ್ಮ ಮುಂದಿರುವ ಸವಾಲು. "ನನ್ನ ಮನ ಹೆತ್ತೆನು ಹಣ್ಣು ನೋಡಯ್ಯ, ವಿಚಾರಿಸಲು ಹುಳು ಬಿಡಿಕ" ಎಂಬ ಆತ್ಮವಿಮರ್ಶೆ ಅವನದು. ತನ್ನನ್ನು ತಾನೇ ಪ್ರಶ್ನಿಸಿಕೊಳ್ಳುವ ಇಂತಹ ಗುಣ ನಮ್ಮ ಇಂದಿನ ನಾಯಕರಲ್ಲಿ ಕಾಣುವುದು ವಿರಳ. 'ಅಣ್ಣ'ನಂತೆ ಎಲ್ಲರನ್ನು ತನ್ನವರೆಂದು ಕಂಡ ಬಸವಣ್ಣನ ದೂರದೃಷ್ಟಿ 21ನೇ ಶತಮಾನದಲ್ಲಿ ನಮ್ಮನ್ನಾಳುವ ಸರ್ಕಾರಗಳಿಗೆ 'ದಿಕ್ಸೂಚಿ' ಆಗಬೇಕು. ಅಂದು ಸಮಾಜದ ಜಡತ್ವದ ವಿರುದ್ಧ ಆತ ಸಾರಿದ ಸಮರ ಇಂದಿಗೂ ನಡೆಯುತ್ತಿದೆ. ಕಲ್ಯಾಣದ ಕ್ರಾಂತಿಯ ನಂತರ ಶರಣರು ಚದುರಿ ಹೋದರೂ ಅವರ ವಚನಗಳು ಉಳಿದವು. ಆ ವಚನ ಸಾಹಿತ್ಯವೇ ಕನ್ನಡದ ಅಮೂಲ್ಯ ಆಸ್ತಿ. ದಯವಿಲ್ಲದ ಧರ್ಮವದಾವುದಯ್ಯಾ, ದಯವೇ ಬೇಕು ಸಕಲ ಪ್ರಾಣಿಗಳೆಲ್ಲರಲ್ಲಿ ಎಂದ ಬಸವಣ್ಣ ಕೇವಲ ಮನುಷ್ಯರಿಗೆ ಮಾತ್ರವಲ್ಲ ಸಕಲ ಜೀವರಾಶಿಗಳಿಗೆ ಲೇಸ ಬಯಸಿದ. ಕಳಬೇಡ, ಕೊಲಬೇಡ, ಹುಸಿಯ ನುಡಿಯಲು ಬೇಡ ಎಂಬ ಸಪ್ತಶೀಲಗಳು ಬದುಕಿನ ನೀತಿ ಸಂಹಿತೆಗಳಾಗಬೇಕು. ಹೀಗೆ ಬಸವಣ್ಣ ನಮ್ಮೊಳಗೆ ನಿತ್ಯ ಬೆಳಗುವ ದೀಪವಾಗಬೇಕು. ಇವೆಲ್ಲವೂ ಸಾಧ್ಯವಾದರೆ ಮಾತ್ರ ಬಸವ ಜಯಂತಿ ಆಚರಣೆ ಅರ್ಥಪೂರ್ಣವಾಗುತ್ತದೆ. ಅಂತಹ ಒಂದು ಬದಲಾವಣೆಗೆ ನಾವೆಲ್ಲರೂ ಸಿದ್ಧರಾಗಬೇಕಿದೆ. ಅಗ ಬಸವತತ್ವ ಸಂಪೂರ್ಣ ಸಾರ್ಥಕತೆಯನ್ನು ಪಡೆಯುತ್ತದೆ. ಇದು ಸಾಧ್ಯವೇ? [935,679,1181,1331]
masthead-logo: ಮೈಸೂರು ಮಿತ್ರ [258,405,434,440]
bottom-col2: ಸಂದರ್ಭಗಳಲ್ಲಿ ದಂಪತಿಗಳು ತಮ್ಮ ಭಿನ್ನಾಭಿಪ್ರಾಯಗಳನ್ನು ಬದಿಗಿಟ್ಟು ಹೊಂದಿಕೊಂಡು ಬಾಳಬೇಕು. ಕುಟುಂಬದ ಹಿರಿಯರು ಸಹ ಇದಕ್ಕೆ ಸಹಕರಿಸಬೇಕು. ಸಣ್ಣ ಪುಟ್ಟ ವಿಷಯಗಳಿಗೆ ಜಗಳವಾಡುವುದನ್ನು ಬಿಟ್ಟು ಪರಸ್ಪರ ಗೌರವದಿಂದ ನಡೆದುಕೊಳ್ಳಬೇಕು. ಇಂದಿನ ಯುವಜನತೆ ತಂತ್ರಜ್ಞಾನದ ಪ್ರಭಾವಕ್ಕೆ ಒಳಗಾಗಿ ಕುಟುಂಬದೊಂದಿಗೆ ಸಮಯ ಕಳೆಯುವುದನ್ನು ಕಡಿಮೆ ಮಾಡಿದ್ದಾರೆ. ಮೊಬೈಲ್ ಮತ್ತು ಸಾಮಾಜಿಕ ಜಾಲತಾಣಗಳು ಸಂಬಂಧಗಳ ನಡುವೆ ಅಂತರ ಸೃಷ್ಟಿಸುತ್ತಿವೆ. ಈ ಬಗ್ಗೆ ಎಚ್ಚರ ವಹಿಸುವುದು ಅತ್ಯಗತ್ಯ. ಸಂಗಾತಿಯ ಭಾವನೆಗಳಿಗೆ ಬೆಲೆ ಕೊಡುವುದು, ಅವರ ಕಷ್ಟ ಸುಖಗಳಲ್ಲಿ ಭಾಗಿಯಾಗುವುದು ಸಂಬಂಧವನ್ನು ಗಟ್ಟಿಗೊಳಿಸುತ್ತದೆ. ಹಣ, ಆಸ್ತಿ, ಅಂತಸ್ತು ಮುಖ್ಯವಲ್ಲ, ಮನಸ್ಸುಗಳ ಮಿಲನ ಮುಖ್ಯ ಎಂಬುದನ್ನು ಅರಿಯಬೇಕು. ಹಿರಿಯರ ಮಾರ್ಗದರ್ಶನ ಮತ್ತು ಆಶೀರ್ವಾದದೊಂದಿಗೆ ಹೊಸ ಬದುಕನ್ನು ಆರಂಭಿಸಬೇಕು. ಹೆಣ್ಣು ಮಕ್ಕಳು ಸಹ ತಮ್ಮ ಹೊಸ ಮನೆಯವರನ್ನು ತಮ್ಮವರೆಂದು ಭಾವಿಸಿ ಪ್ರೀತಿಯಿಂದ ಕಾಣಬೇಕು. ಗಂಡನ ಮನೆಯವರೂ ಸಹ ಸೊಸೆಯನ್ನು ಮಗಳಂತೆ ನೋಡಿಕೊಳ್ಳಬೇಕು. ಹೀಗಾದಾಗ ಮಾತ್ರ ಸಂಬಂಧಗಳು ಬಲಗೊಳ್ಳುತ್ತವೆ. ಮದುವೆ ಎಂಬುದು ಜೀವನ ಪರ್ಯಂತದ ಬಂಧನ. ಇದನ್ನು ಜವಾಬ್ದಾರಿಯಿಂದ ನಿಭಾಯಿಸಬೇಕು. ಅದೇ ನಮ್ಮ ಸಂಸ್ಕೃತಿ. [387,1707,600,2096]
author-role: ಸಂಸ್ಕೃತಿ ಚಿಂತಕ [642,280,705,294]
masthead-editor: ಸಂಪಾದಕ: ಎಂ. ಗೋವಿಂದೇಗೌಡ M.A. [280,510,414,522]
deepa-headline: ವರ್ತಮಾನದಲ್ಲೂ ಬದುಕಿನ ಜೀವದ್ರವ್ಯವಾಗುವ ಅಣ್ಣ ಬಸವಣ್ಣ [546,342,1314,389]
bottom-col5: ಕುಟುಂಬದ ಹಿರಿಯರ ಇಷ್ಟದ ಸಂಗತಿಗಳನ್ನು ಗಮನಿಸಿ ಹೊಂದಿಕೊಳ್ಳಬೇಕು. ನಂತರ ಯಾವ ಅಹಿತಕರ ಘಟನೆಯೂ ನಡೆಯುವುದಿಲ್ಲ. ಸಂಬಂಧಗಳು ಬೆಳೆಯಬೇಕಾದರೆ ಪರಸ್ಪರ ಅರ್ಥಮಾಡಿಕೊಳ್ಳುವಿಕೆ ಅಗತ್ಯ. ಹುಡುಗನು ಹುಡುಗಿಯ ಮನೆಯವರನ್ನು, ಹುಡುಗಿಯು ಹುಡುಗನ ಮನೆಯವರನ್ನು ತನ್ನವರೆಂದು ಸ್ವೀಕರಿಸಬೇಕು. ಕೆಲವು ಸಂದರ್ಭಗಳಲ್ಲಿ ಉದ್ಯೋಗದ ಕಾರಣದಿಂದ ದಂಪತಿಗಳು ಬೇರೆ ಊರಿನಲ್ಲಿ ವಾಸಿಸಬೇಕಾಗಬಹುದು. ಆಗಲೂ ಕುಟುಂಬದೊಂದಿಗೆ ಸಂಪರ್ಕದಲ್ಲಿರಬೇಕು. ಹಬ್ಬ ಹರಿದಿನಗಳಲ್ಲಿ ಒಟ್ಟಿಗೆ ಸೇರಿ ಸಂಭ್ರಮಿಸಬೇಕು. ಇದರಿಂದ ಸಂಬಂಧಗಳು ಗಟ್ಟಿಯಾಗುತ್ತವೆ. MBA ಮಾಡಿದ ಹುಡುಗ ಸಹ ತನ್ನ ಕುಟುಂಬದ ಮೌಲ್ಯಗಳನ್ನು ಮರೆಯಬಾರದು. ಇಂತಹ ಮೌಲ್ಯಗಳೇ ನಮ್ಮ ಸಂಸ್ಕೃತಿಯ ಅಡಿಪಾಯ. ಒಟ್ಟಿನಲ್ಲಿ ಸಂಬಂಧಗಳನ್ನು ಬೆಳೆಸಿಕೊಳ್ಳಲು ಪ್ರೀತಿ, ವಿಶ್ವಾಸ, ತಾಳ್ಮೆ, ಹೊಂದಾಣಿಕೆ ಅಗತ್ಯ. ಇವುಗಳನ್ನು ಅಳವಡಿಸಿಕೊಂಡರೆ ಬದುಕು ಸುಂದರವಾಗುತ್ತದೆ. ನೀವೇನಂತೀರಿ? [1220,1707,1421,2021]
bottom-pullquote: "ಸೂಕ್ಷ್ಮ ವಧು-ವರರಿಗೆ ಸಮಯದಿಂದನ್ನು ವರ್ಧಕವಾದ ಸ್ವರಂಭಿತೆಗೆ ಸಾಲುವಂತಹ ತೊಂದರೆಗಳನ್ನು ಇಬ್ಬರೂ ಸಮಜನ್ನಾಗಿ ಮಾಡಿಕೊಂಡು ಪ್ರಚೋದಿಸುವುದರ ಇದು ಸಹಾಯ ಎಂಬ ಆಶಯ ನನ್ನದು. ವರನ ಮತ್ತು ವಧುವಿನ ಮನೆಯವರು ಇಬ್ಬರೂ ಒಂದೇ ಮನಸ್ಸಿನಿಂದ ಅರ್ಥಮಾಡಿಕೊಂಡು, ಸಮಾಜದ ಒಳಿತಿಗಾಗಿ, ಸಂಬಂಧಗಳನ್ನು ಗಟ್ಟಿಗೊಳಿಸುವ ಹೊಣೆಗಾರಿಕೆ ಹೊಂದಬೇಕು. ನಂತರ ಯಾವ ಅಹಿತಕರ ಘಟನೆಗೂ ಆಸ್ಪದವಿರುವುದಿಲ್ಲ." [801,1705,1000,1911]
amruta-title: ಅಮೃತವಾಹಿನಿ [318,551,376,566]
cartoon-icon [456,260,494,301]
page-label: ಪುಟ [194,206,213,220]
kiosk-sign: ಶುದ್ಧ ನೀರು [333,810,370,822]
